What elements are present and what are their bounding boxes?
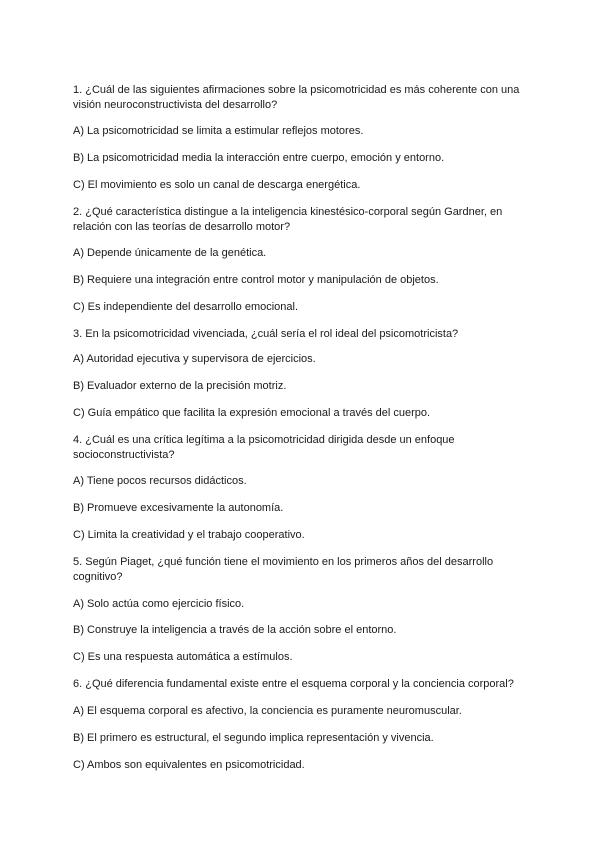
question-3-option-b: B) Evaluador externo de la precisión motriz. [73, 380, 287, 392]
question-4-option-c: C) Limita la creatividad y el trabajo cooperativo. [73, 529, 305, 541]
question-4-option-b: B) Promueve excesivamente la autonomía. [73, 502, 284, 514]
question-6-option-c: C) Ambos son equivalentes en psicomotricidad. [73, 759, 305, 771]
question-2-option-a: A) Depende únicamente de la genética. [73, 247, 267, 259]
question-5-option-c: C) Es una respuesta automática a estímulos. [73, 651, 293, 663]
question-2-text-line-1: 2. ¿Qué característica distingue a la inteligencia kinestésico-corporal según Gardner, en [73, 206, 503, 218]
question-1-option-a: A) La psicomotricidad se limita a estimular reflejos motores. [73, 125, 364, 137]
question-4-option-a: A) Tiene pocos recursos didácticos. [73, 475, 247, 487]
question-6-text-line-1: 6. ¿Qué diferencia fundamental existe entre el esquema corporal y la conciencia corporal? [73, 678, 514, 690]
question-4-text-line-1: 4. ¿Cuál es una crítica legítima a la psicomotricidad dirigida desde un enfoque [73, 434, 455, 446]
question-2-option-c: C) Es independiente del desarrollo emocional. [73, 301, 299, 313]
question-5-option-b: B) Construye la inteligencia a través de la acción sobre el entorno. [73, 624, 397, 636]
question-5-text-line-2: cognitivo? [73, 571, 123, 583]
question-6-option-b: B) El primero es estructural, el segundo implica representación y vivencia. [73, 732, 434, 744]
question-2-text-line-2: relación con las teorías de desarrollo motor? [73, 221, 291, 233]
question-4-text-line-2: socioconstructivista? [73, 449, 175, 461]
question-3-option-c: C) Guía empático que facilita la expresión emocional a través del cuerpo. [73, 407, 431, 419]
question-1-option-b: B) La psicomotricidad media la interacción entre cuerpo, emoción y entorno. [73, 152, 445, 164]
question-3-option-a: A) Autoridad ejecutiva y supervisora de ejercicios. [73, 353, 316, 365]
question-2-option-b: B) Requiere una integración entre control motor y manipulación de objetos. [73, 274, 439, 286]
question-5-option-a: A) Solo actúa como ejercicio físico. [73, 598, 245, 610]
question-1-text-line-1: 1. ¿Cuál de las siguientes afirmaciones sobre la psicomotricidad es más coherente con una [73, 84, 520, 96]
question-1-option-c: C) El movimiento es solo un canal de descarga energética. [73, 179, 361, 191]
question-6-option-a: A) El esquema corporal es afectivo, la conciencia es puramente neuromuscular. [73, 705, 462, 717]
question-1-text-line-2: visión neuroconstructivista del desarrollo? [73, 99, 278, 111]
question-3-text-line-1: 3. En la psicomotricidad vivenciada, ¿cuál sería el rol ideal del psicomotricista? [73, 328, 459, 340]
question-5-text-line-1: 5. Según Piaget, ¿qué función tiene el movimiento en los primeros años del desarrollo [73, 556, 494, 568]
